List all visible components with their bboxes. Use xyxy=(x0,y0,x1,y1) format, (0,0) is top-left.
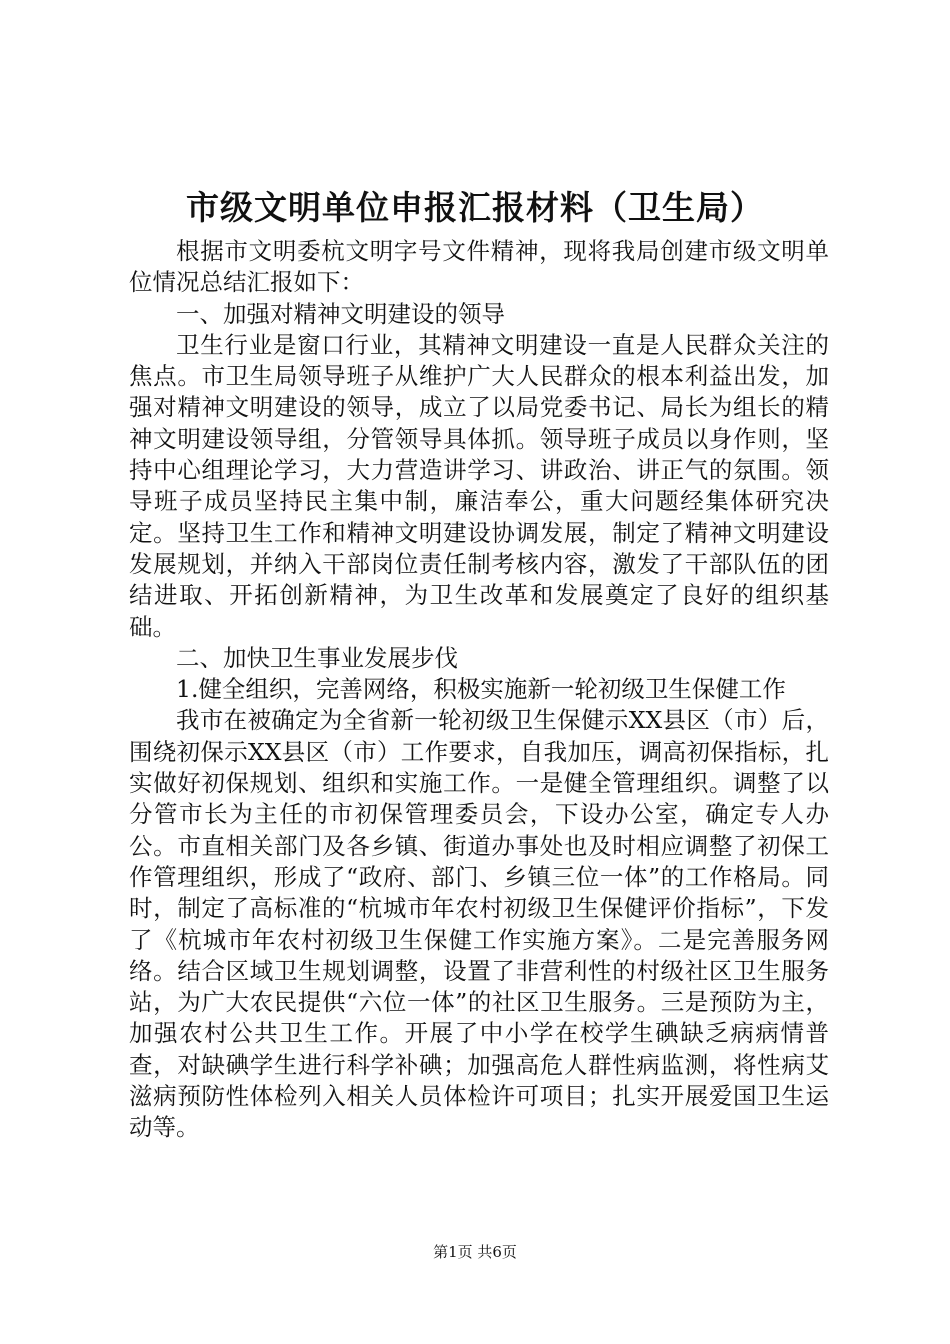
subsection-heading-1: 1.健全组织，完善网络，积极实施新一轮初级卫生保健工作 xyxy=(176,675,786,704)
intro-paragraph: 根据市文明委杭文明字号文件精神，现将我局创建市级文明单位情况总结汇报如下： xyxy=(129,237,829,297)
body-paragraph-1: 卫生行业是窗口行业，其精神文明建设一直是人民群众关注的焦点。市卫生局领导班子从维护广大人民群众的根本利益出发，加强对精神文明建设的领导，成立了以局党委书记、局长为组长的精神文明建设领导组，分管领导具体抓。领导班子成员以身作则，坚持中心组理论学习，大力营造讲学习、讲政治、讲正气的氛围。领导班子成员坚持民主集中制，廉洁奉公，重大问题经集体研究决定。坚持卫生工作和精神文明建设协调发展，制定了精神文明建设发展规划，并纳入干部岗位责任制考核内容，激发了干部队伍的团结进取、开拓创新精神，为卫生改革和发展奠定了良好的组织基础。 xyxy=(129,330,829,641)
document-body xyxy=(129,236,829,1144)
section-heading-1: 一、加强对精神文明建设的领导 xyxy=(176,299,505,328)
document-title: 市级文明单位申报汇报材料（卫生局） xyxy=(186,188,764,227)
section-heading-2: 二、加快卫生事业发展步伐 xyxy=(176,643,458,672)
page-footer: 第1页 共6页 xyxy=(433,1243,517,1261)
body-paragraph-2: 我市在被确定为全省新一轮初级卫生保健示XX县区（市）后，围绕初保示XX县区（市）工作要求，自我加压，调高初保指标，扎实做好初保规划、组织和实施工作。一是健全管理组织。调整了以分管市长为主任的市初保管理委员会，下设办公室，确定专人办公。市直相关部门及各乡镇、街道办事处也及时相应调整了初保工作管理组织，形成了“政府、部门、乡镇三位一体”的工作格局。同时，制定了高标准的“杭城市年农村初级卫生保健评价指标”，下发了《杭城市年农村初级卫生保健工作实施方案》。二是完善服务网络。结合区域卫生规划调整，设置了非营利性的村级社区卫生服务站，为广大农民提供“六位一体”的社区卫生服务。三是预防为主，加强农村公共卫生工作。开展了中小学在校学生碘缺乏病病情普查，对缺碘学生进行科学补碘；加强高危人群性病监测，将性病艾滋病预防性体检列入相关人员体检许可项目；扎实开展爱国卫生运动等。 xyxy=(129,706,829,1142)
